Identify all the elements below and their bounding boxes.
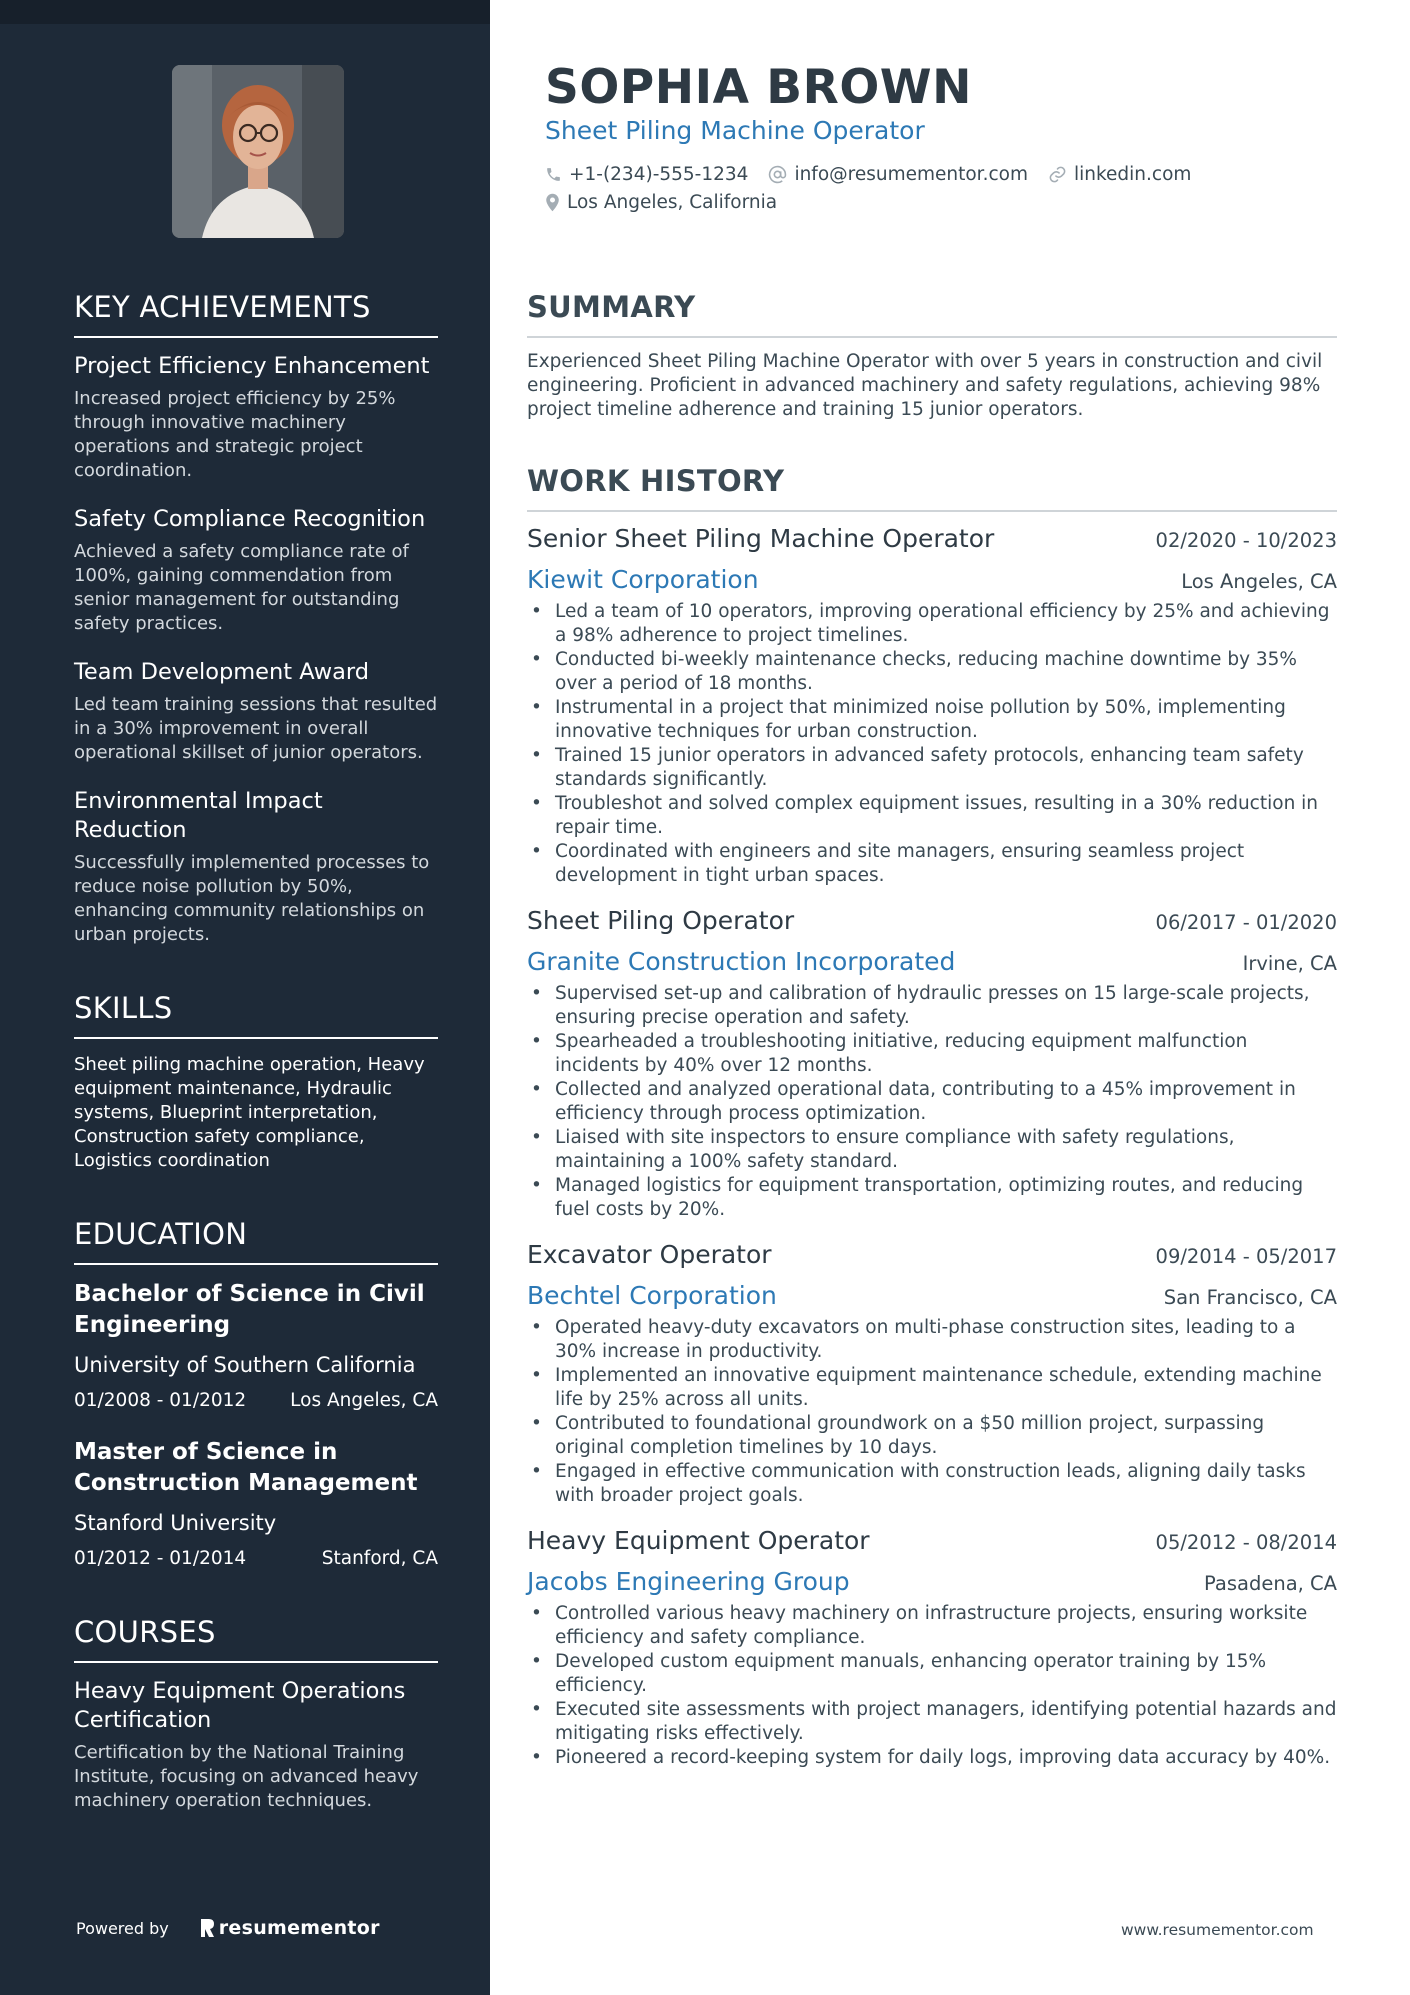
- contact-row: [545, 164, 1211, 185]
- powered-by-label: Powered by: [76, 1918, 169, 1938]
- job-bullet: • Pioneered a record-keeping system for daily logs, improving data accuracy by 40%.: [527, 1746, 1337, 1770]
- candidate-name: SOPHIA BROWN: [545, 60, 972, 115]
- education-school: Stanford University: [74, 1511, 277, 1535]
- achievements-heading: KEY ACHIEVEMENTS: [74, 290, 438, 338]
- powered-by: [76, 1917, 380, 1939]
- job-location: Pasadena, CA: [1204, 1572, 1337, 1595]
- achievement-title: Project Efficiency Enhancement: [74, 353, 430, 379]
- job-bullet: • Managed logistics for equipment transportation, optimizing routes, and reducing fuel costs by 20%.: [527, 1174, 1337, 1222]
- education-meta: [74, 1389, 438, 1413]
- candidate-role: Sheet Piling Machine Operator: [545, 116, 925, 145]
- education-degree: Bachelor of Science in Civil Engineering: [74, 1281, 425, 1338]
- job-bullet: • Troubleshot and solved complex equipment issues, resulting in a 30% reduction in repair time.: [527, 792, 1337, 840]
- job-dates: 02/2020 - 10/2023: [1155, 529, 1337, 552]
- job-bullet: • Trained 15 junior operators in advanced safety protocols, enhancing team safety standards significantly.: [527, 744, 1337, 792]
- job-company: Bechtel Corporation: [527, 1281, 777, 1310]
- job-bullet: • Contributed to foundational groundwork on a $50 million project, surpassing original completion timelines by 10 days.: [527, 1412, 1337, 1460]
- job-bullet: • Executed site assessments with project managers, identifying potential hazards and mitigating risks effectively.: [527, 1698, 1337, 1746]
- job-company: Kiewit Corporation: [527, 565, 759, 594]
- job-header: [527, 1526, 1337, 1555]
- education-item: [74, 1437, 438, 1571]
- skills-list: Sheet piling machine operation, Heavy equipment maintenance, Hydraulic systems, Blueprint interpretation, Construction safety compliance, Logistics coordination: [74, 1054, 425, 1171]
- job-bullet: • Collected and analyzed operational data, contributing to a 45% improvement in efficiency through process optimization.: [527, 1078, 1337, 1126]
- job-bullet: • Instrumental in a project that minimized noise pollution by 50%, implementing innovative techniques for urban construction.: [527, 696, 1337, 744]
- email-text: info@resumementor.com: [794, 164, 1028, 185]
- contact-location: [545, 192, 777, 213]
- brand-name: resumementor: [218, 1917, 380, 1939]
- job-bullet: • Operated heavy-duty excavators on multi-phase construction sites, leading to a 30% increase in productivity.: [527, 1316, 1337, 1364]
- job-bullet: • Engaged in effective communication with construction leads, aligning daily tasks with broader project goals.: [527, 1460, 1337, 1508]
- job-dates: 09/2014 - 05/2017: [1155, 1245, 1337, 1268]
- achievement-title: Team Development Award: [74, 659, 370, 685]
- job-bullets: [527, 982, 1337, 1222]
- job-title: Senior Sheet Piling Machine Operator: [527, 524, 995, 553]
- achievement-item: [74, 787, 438, 947]
- education-item: [74, 1279, 438, 1413]
- achievement-description: Successfully implemented processes to reduce noise pollution by 50%, enhancing community relationships on urban projects.: [74, 852, 430, 945]
- job-bullet: • Coordinated with engineers and site managers, ensuring seamless project development in tight urban spaces.: [527, 840, 1337, 888]
- education-location: Stanford, CA: [321, 1548, 438, 1569]
- job-bullet: • Led a team of 10 operators, improving operational efficiency by 25% and achieving a 98% adherence to project timelines.: [527, 600, 1337, 648]
- job-bullet: • Developed custom equipment manuals, enhancing operator training by 15% efficiency.: [527, 1650, 1337, 1698]
- job-entry: [527, 906, 1337, 1222]
- job-bullet: • Liaised with site inspectors to ensure compliance with safety regulations, maintaining a 100% safety standard.: [527, 1126, 1337, 1174]
- at-sign-icon: [768, 165, 787, 184]
- education-dates: 01/2012 - 01/2014: [74, 1548, 247, 1569]
- main-content: [527, 290, 1337, 1788]
- job-dates: 06/2017 - 01/2020: [1155, 911, 1337, 934]
- job-location: Irvine, CA: [1242, 952, 1337, 975]
- brand-logo[interactable]: [199, 1917, 380, 1939]
- contact-email[interactable]: [768, 164, 1028, 185]
- phone-icon: [545, 166, 562, 183]
- job-bullet: • Implemented an innovative equipment maintenance schedule, extending machine life by 25% across all units.: [527, 1364, 1337, 1412]
- job-location: Los Angeles, CA: [1181, 570, 1337, 593]
- job-bullet: • Supervised set-up and calibration of hydraulic presses on 15 large-scale projects, ensuring precise operation and safety.: [527, 982, 1337, 1030]
- job-title: Heavy Equipment Operator: [527, 1526, 870, 1555]
- sidebar-content: [74, 290, 438, 1813]
- job-bullets: [527, 1316, 1337, 1508]
- course-description: Certification by the National Training Institute, focusing on advanced heavy machinery operation techniques.: [74, 1742, 419, 1811]
- course-item: [74, 1677, 438, 1813]
- footer-site-link[interactable]: www.resumementor.com: [1121, 1921, 1314, 1939]
- job-header: [527, 1240, 1337, 1269]
- contact-phone[interactable]: [545, 164, 748, 185]
- job-entry: [527, 524, 1337, 888]
- job-subheader: [527, 947, 1337, 976]
- skills-heading: SKILLS: [74, 991, 438, 1039]
- achievement-item: [74, 658, 438, 765]
- education-meta: [74, 1547, 438, 1571]
- courses-heading: COURSES: [74, 1615, 438, 1663]
- contact-row-location: [545, 192, 797, 213]
- job-title: Sheet Piling Operator: [527, 906, 795, 935]
- sidebar-top-bar: [0, 0, 490, 24]
- job-bullets: [527, 600, 1337, 888]
- job-company: Granite Construction Incorporated: [527, 947, 956, 976]
- achievement-description: Increased project efficiency by 25% through innovative machinery operations and strategic project coordination.: [74, 388, 396, 481]
- job-location: San Francisco, CA: [1163, 1286, 1337, 1309]
- achievement-title: Safety Compliance Recognition: [74, 506, 426, 532]
- job-bullet: • Spearheaded a troubleshooting initiative, reducing equipment malfunction incidents by 40% over 12 months.: [527, 1030, 1337, 1078]
- job-company: Jacobs Engineering Group: [527, 1567, 850, 1596]
- achievement-description: Achieved a safety compliance rate of 100%, gaining commendation from senior management for outstanding safety practices.: [74, 541, 409, 634]
- job-entry: [527, 1240, 1337, 1508]
- sidebar: [0, 0, 490, 1995]
- education-degree: Master of Science in Construction Management: [74, 1439, 418, 1496]
- job-header: [527, 524, 1337, 553]
- job-entry: [527, 1526, 1337, 1770]
- work-history-heading: WORK HISTORY: [527, 464, 1337, 512]
- job-subheader: [527, 565, 1337, 594]
- education-school: University of Southern California: [74, 1353, 416, 1377]
- job-bullets: [527, 1602, 1337, 1770]
- achievement-title: Environmental Impact Reduction: [74, 788, 323, 843]
- summary-text: Experienced Sheet Piling Machine Operator with over 5 years in construction and civil engineering. Proficient in advanced machinery and safety regulations, achieving 98% project timeline adherence and training 15 junior operators.: [527, 351, 1323, 420]
- course-title: Heavy Equipment Operations Certification: [74, 1678, 406, 1733]
- education-heading: EDUCATION: [74, 1217, 438, 1265]
- education-dates: 01/2008 - 01/2012: [74, 1390, 247, 1411]
- location-text: Los Angeles, California: [567, 192, 778, 213]
- profile-photo: [172, 65, 344, 238]
- job-title: Excavator Operator: [527, 1240, 772, 1269]
- phone-text: +1-(234)-555-1234: [569, 164, 749, 185]
- job-bullet: • Controlled various heavy machinery on infrastructure projects, ensuring worksite efficiency and safety compliance.: [527, 1602, 1337, 1650]
- contact-linkedin[interactable]: [1048, 164, 1191, 185]
- achievement-item: [74, 505, 438, 636]
- brand-mark-icon: [199, 1918, 215, 1938]
- achievement-description: Led team training sessions that resulted in a 30% improvement in overall operational skillset of junior operators.: [74, 694, 438, 763]
- linkedin-text: linkedin.com: [1073, 164, 1192, 185]
- job-header: [527, 906, 1337, 935]
- education-location: Los Angeles, CA: [290, 1390, 438, 1411]
- link-icon: [1048, 165, 1067, 184]
- job-dates: 05/2012 - 08/2014: [1155, 1531, 1337, 1554]
- location-pin-icon: [545, 193, 560, 212]
- summary-heading: SUMMARY: [527, 290, 1337, 338]
- achievement-item: [74, 352, 438, 483]
- job-subheader: [527, 1567, 1337, 1596]
- job-bullet: • Conducted bi-weekly maintenance checks, reducing machine downtime by 35% over a period of 18 months.: [527, 648, 1337, 696]
- job-subheader: [527, 1281, 1337, 1310]
